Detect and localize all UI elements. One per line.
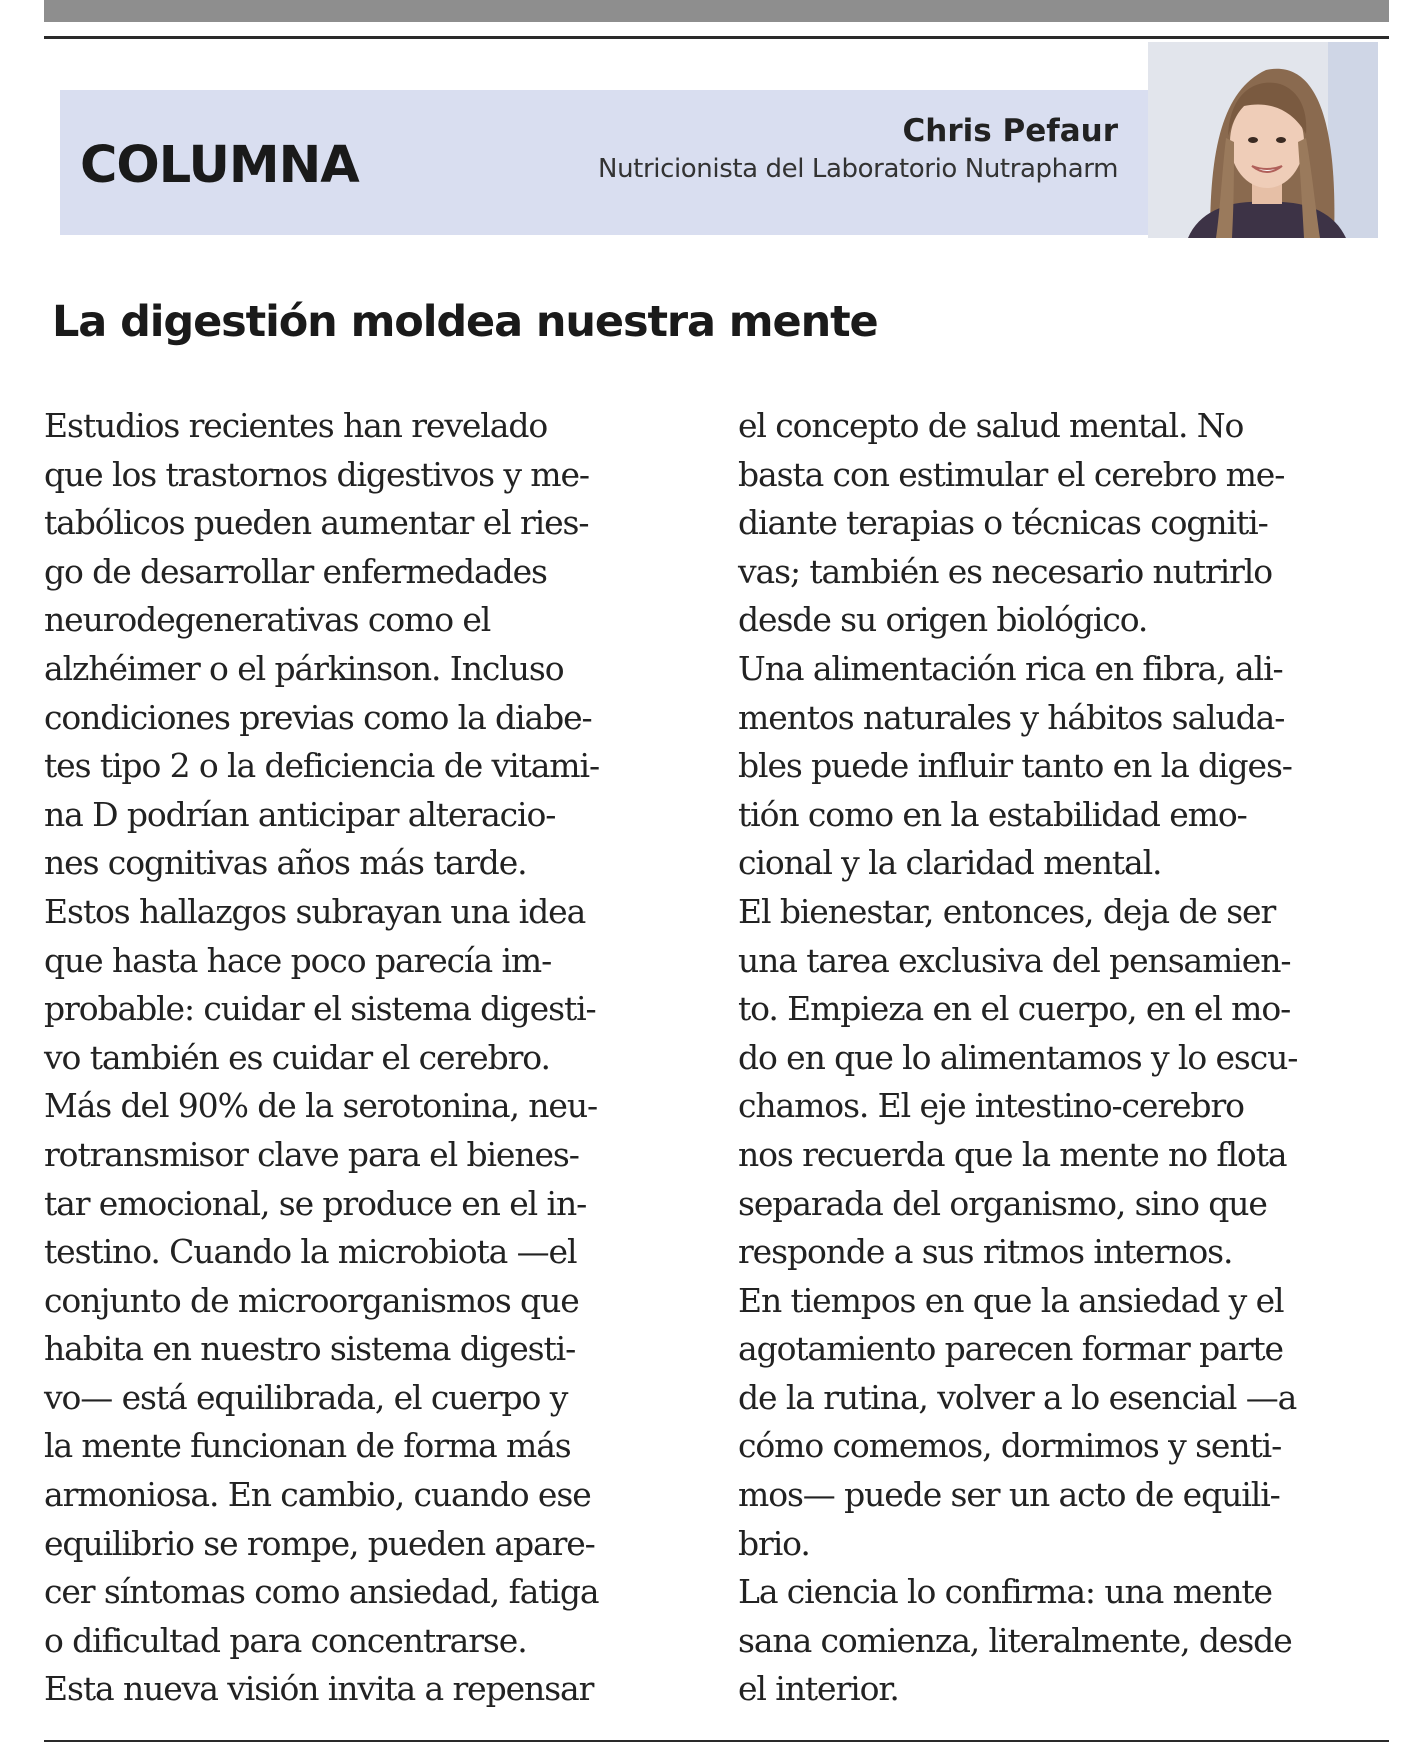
text-line: mentos naturales y hábitos saluda- xyxy=(738,697,1285,737)
text-line: conjunto de microorganismos que xyxy=(44,1280,579,1320)
text-line: el interior. xyxy=(738,1669,899,1709)
text-line: tabólicos pueden aumentar el ries- xyxy=(44,503,589,543)
text-line: tes tipo 2 o la deficiencia de vitami- xyxy=(44,746,599,786)
text-line: alzhéimer o el párkinson. Incluso xyxy=(44,648,564,688)
text-line: o dificultad para concentrarse. xyxy=(44,1620,527,1660)
text-line: agotamiento parecen formar parte xyxy=(738,1329,1283,1369)
text-line: brio. xyxy=(738,1523,810,1563)
text-line: cional y la claridad mental. xyxy=(738,843,1162,883)
text-line: de la rutina, volver a lo esencial —a xyxy=(738,1377,1297,1417)
text-line: En tiempos en que la ansiedad y el xyxy=(738,1280,1284,1320)
text-line: desde su origen biológico. xyxy=(738,600,1148,640)
text-line: El bienestar, entonces, deja de ser xyxy=(738,891,1276,931)
text-line: nos recuerda que la mente no flota xyxy=(738,1134,1287,1174)
text-line: tión como en la estabilidad emo- xyxy=(738,794,1247,834)
text-line: Estudios recientes han revelado xyxy=(44,406,548,445)
author-portrait-illustration xyxy=(1148,42,1378,238)
text-line: cómo comemos, dormimos y senti- xyxy=(738,1426,1282,1466)
article-column-left xyxy=(44,402,684,1714)
text-line: Esta nueva visión invita a repensar xyxy=(44,1669,594,1709)
text-line: na D podrían anticipar alteracio- xyxy=(44,794,556,834)
text-line: responde a sus ritmos internos. xyxy=(738,1232,1233,1272)
text-line: Una alimentación rica en fibra, ali- xyxy=(738,648,1283,688)
text-line: probable: cuidar el sistema digesti- xyxy=(44,989,596,1029)
text-line: bles puede influir tanto en la diges- xyxy=(738,746,1292,786)
text-line: rotransmisor clave para el bienes- xyxy=(44,1134,579,1174)
bottom-divider xyxy=(44,1740,1389,1742)
text-line: neurodegenerativas como el xyxy=(44,600,491,640)
author-name: Chris Pefaur xyxy=(902,113,1118,149)
text-line: separada del organismo, sino que xyxy=(738,1183,1267,1223)
text-line: sana comienza, literalmente, desde xyxy=(738,1620,1292,1660)
text-line: testino. Cuando la microbiota —el xyxy=(44,1232,577,1272)
text-line: nes cognitivas años más tarde. xyxy=(44,843,527,883)
text-line: cer síntomas como ansiedad, fatiga xyxy=(44,1572,599,1612)
text-line: vas; también es necesario nutrirlo xyxy=(738,551,1272,591)
text-line: el concepto de salud mental. No xyxy=(738,406,1244,445)
text-line: chamos. El eje intestino-cerebro xyxy=(738,1086,1244,1126)
author-byline xyxy=(598,111,1118,187)
text-line: go de desarrollar enfermedades xyxy=(44,551,547,591)
article-column-right xyxy=(738,402,1378,1714)
article-title: La digestión moldea nuestra mente xyxy=(52,297,878,347)
text-line: do en que lo alimentamos y lo escu- xyxy=(738,1037,1298,1077)
text-line: mos— puede ser un acto de equili- xyxy=(738,1475,1280,1515)
author-photo xyxy=(1148,42,1378,238)
text-line: la mente funcionan de forma más xyxy=(44,1426,571,1466)
top-decorative-bar xyxy=(44,0,1389,22)
text-line: que hasta hace poco parecía im- xyxy=(44,940,552,980)
text-line: habita en nuestro sistema digesti- xyxy=(44,1329,576,1369)
text-line: Más del 90% de la serotonina, neu- xyxy=(44,1086,598,1126)
text-line: Estos hallazgos subrayan una idea xyxy=(44,891,586,931)
text-line: to. Empieza en el cuerpo, en el mo- xyxy=(738,989,1291,1029)
text-line: una tarea exclusiva del pensamien- xyxy=(738,940,1291,980)
text-line: diante terapias o técnicas cogniti- xyxy=(738,503,1268,543)
top-divider xyxy=(44,36,1389,39)
text-line: que los trastornos digestivos y me- xyxy=(44,454,589,494)
text-line: equilibrio se rompe, pueden apare- xyxy=(44,1523,595,1563)
text-line: vo— está equilibrada, el cuerpo y xyxy=(44,1377,568,1417)
text-line: tar emocional, se produce en el in- xyxy=(44,1183,587,1223)
author-role: Nutricionista del Laboratorio Nutrapharm xyxy=(598,154,1118,184)
text-line: vo también es cuidar el cerebro. xyxy=(44,1037,550,1077)
section-label: COLUMNA xyxy=(80,136,359,195)
text-line: basta con estimular el cerebro me- xyxy=(738,454,1285,494)
text-line: condiciones previas como la diabe- xyxy=(44,697,592,737)
text-line: armoniosa. En cambio, cuando ese xyxy=(44,1475,591,1515)
text-line: La ciencia lo confirma: una mente xyxy=(738,1572,1272,1612)
